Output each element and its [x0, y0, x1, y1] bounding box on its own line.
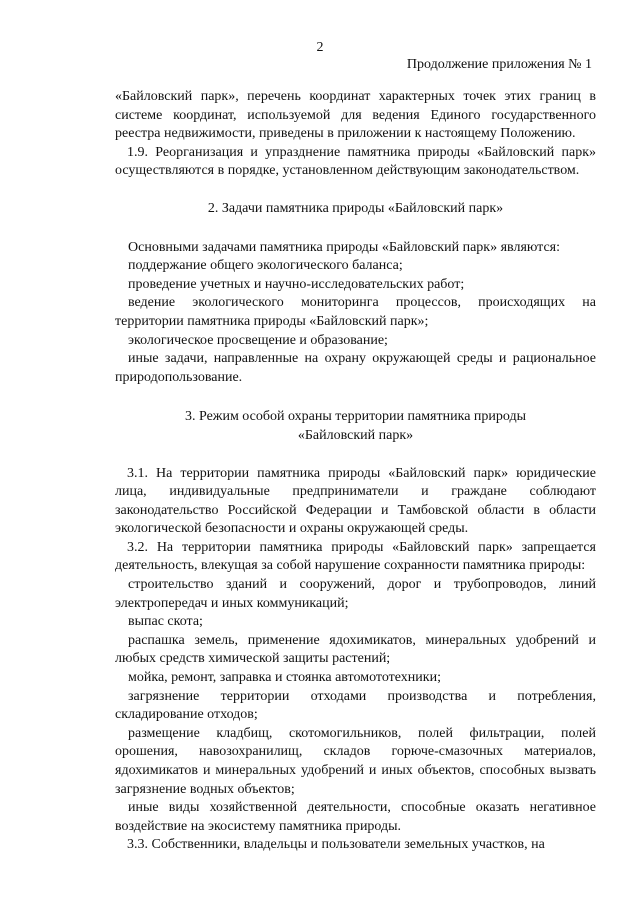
paragraph-3-3: 3.3. Собственники, владельцы и пользователи земельных участков, на — [127, 837, 545, 853]
task-item: поддержание общего экологического баланса; — [128, 258, 403, 274]
prohibited-item: загрязнение территории отходами производства и потребления, складирование отходов; — [115, 688, 596, 723]
paragraph-3-2: 3.2. На территории памятника природы «Байловский парк» запрещается деятельность, влекущая за собой нарушение сохранности памятника природы: — [115, 539, 596, 574]
prohibited-item: распашка земель, применение ядохимикатов, минеральных удобрений и любых средств химической защиты растений; — [115, 632, 596, 667]
task-item: ведение экологического мониторинга процессов, происходящих на территории памятника природы «Байловский парк»; — [115, 295, 596, 329]
prohibited-item: выпас скота; — [128, 614, 203, 630]
section-3-heading-line2: «Байловский парк» — [297, 427, 414, 443]
document-body — [115, 88, 596, 855]
task-item: проведение учетных и научно-исследовательских работ; — [128, 276, 465, 292]
paragraph-coordinates: «Байловский парк», перечень координат характерных точек этих границ в системе координат, используемой для ведения Единого государственного реестра недвижимости, приведены в приложении к настоящему Положению. — [115, 89, 596, 142]
prohibited-item: размещение кладбищ, скотомогильников, полей фильтрации, полей орошения, навозохранилищ, складов горюче-смазочных материалов, ядохимикатов и минеральных удобрений и иных объектов, способных вызвать загрязнение водных объектов; — [115, 725, 596, 797]
task-item: экологическое просвещение и образование; — [128, 332, 388, 348]
section-3-heading-line1: 3. Режим особой охраны территории памятника природы — [184, 409, 527, 425]
prohibited-item: иные виды хозяйственной деятельности, способные оказать негативное воздействие на экосистему памятника природы. — [115, 800, 596, 834]
paragraph-3-1: 3.1. На территории памятника природы «Байловский парк» юридические лица, индивидуальные предприниматели и граждане соблюдают законодательство Российской Федерации и Тамбовской области в области экологической безопасности и охраны окружающей среды. — [115, 465, 596, 537]
task-item: иные задачи, направленные на охрану окружающей среды и рациональное природопользование. — [115, 351, 596, 385]
prohibited-item: строительство зданий и сооружений, дорог и трубопроводов, линий электропередач и иных коммуникаций; — [115, 577, 596, 611]
prohibited-item: мойка, ремонт, заправка и стоянка автомототехники; — [128, 670, 441, 686]
paragraph-1-9: 1.9. Реорганизация и упразднение памятника природы «Байловский парк» осуществляются в порядке, установленном действующим законодательством. — [115, 144, 596, 179]
section-3-heading — [115, 408, 596, 445]
continuation-note: Продолжение приложения № 1 — [406, 57, 592, 72]
page-number: 2 — [316, 40, 324, 55]
section-2-intro: Основными задачами памятника природы «Байловский парк» являются: — [128, 239, 560, 255]
section-2-heading: 2. Задачи памятника природы «Байловский парк» — [207, 200, 504, 216]
